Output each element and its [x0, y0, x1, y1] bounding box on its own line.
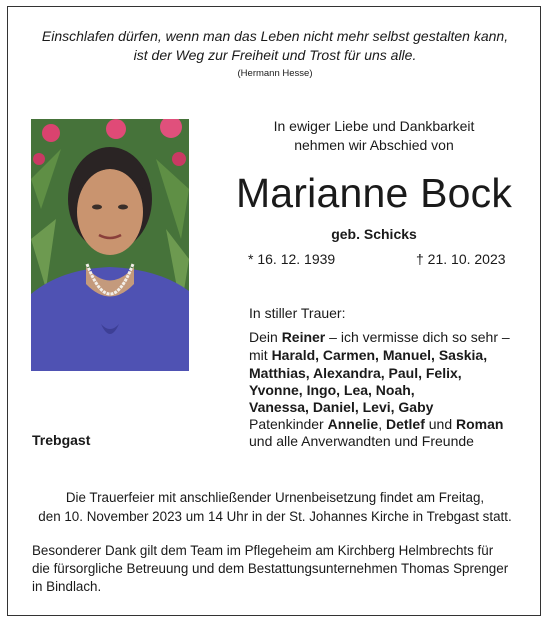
mourners-line-5: Vanessa, Daniel, Levi, Gaby — [249, 399, 434, 415]
mourners-line-3: Matthias, Alexandra, Paul, Felix, — [249, 365, 462, 381]
funeral-line-2: den 10. November 2023 um 14 Uhr in der St. Johannes Kirche in Trebgast statt. — [38, 509, 512, 524]
thanks-line-3: in Bindlach. — [32, 579, 102, 594]
intro-line-1: In ewiger Liebe und Dankbarkeit — [273, 118, 475, 134]
mourners-line-7: und alle Anverwandten und Freunde — [249, 433, 474, 449]
place-name: Trebgast — [32, 432, 91, 448]
quote-line-2: ist der Weg zur Freiheit und Trost für uns alle. — [133, 47, 417, 63]
quote-line-1: Einschlafen dürfen, wenn man das Leben nicht mehr selbst gestalten kann, — [41, 28, 509, 44]
mourners-line-6: Patenkinder Annelie, Detlef und Roman — [249, 416, 504, 432]
birth-date: * 16. 12. 1939 — [248, 251, 336, 267]
funeral-line-1: Die Trauerfeier mit anschließender Urnenbeisetzung findet am Freitag, — [65, 490, 485, 505]
birth-name: geb. Schicks — [331, 226, 417, 242]
mourners-line-1: Dein Reiner – ich vermisse dich so sehr – — [249, 329, 510, 345]
intro-line-2: nehmen wir Abschied von — [294, 137, 454, 153]
mourners-heading: In stiller Trauer: — [249, 305, 346, 321]
mourners-line-2: mit Harald, Carmen, Manuel, Saskia, — [249, 347, 488, 363]
thanks-line-1: Besonderer Dank gilt dem Team im Pflegeheim am Kirchberg Helmbrechts für — [32, 543, 494, 558]
death-date: † 21. 10. 2023 — [416, 251, 506, 267]
portrait-photo — [31, 119, 189, 371]
deceased-name: Marianne Bock — [235, 170, 513, 216]
mourners-line-4: Yvonne, Ingo, Lea, Noah, — [249, 382, 415, 398]
quote-author: (Hermann Hesse) — [237, 68, 313, 79]
thanks-line-2: die fürsorgliche Betreuung und dem Bestattungsunternehmen Thomas Sprenger — [32, 561, 509, 576]
